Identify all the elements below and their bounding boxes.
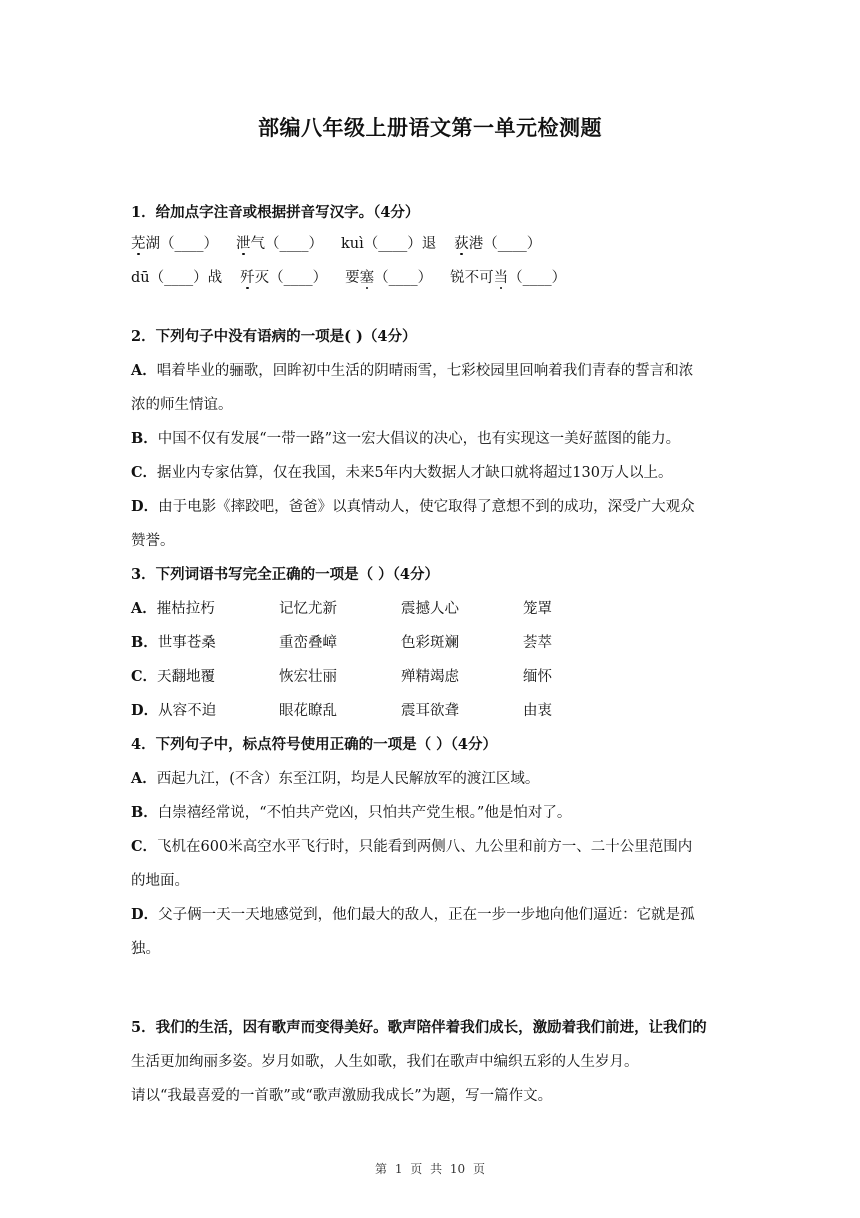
dotted-char: 当	[493, 270, 509, 286]
q3-option-d: D．从容不迫 眼花瞭乱 震耳欲聋 由衷	[131, 702, 552, 719]
q2-option-c: C．据业内专家估算，仅在我国，未来5年内大数据人才缺口就将超过130万人以上。	[131, 464, 673, 481]
q4-stem: 4．下列句子中，标点符号使用正确的一项是（ ）（4分）	[131, 736, 497, 753]
dotted-char: 荻	[454, 236, 469, 252]
q1-row1: 芜湖（____） 泄气（____） kuì（____）退 荻港（____）	[131, 236, 542, 252]
q5-prompt-cont: 生活更加绚丽多姿。岁月如歌，人生如歌，我们在歌声中编织五彩的人生岁月。	[131, 1054, 639, 1070]
page-footer: 第 1 页 共 10 页	[375, 1162, 485, 1176]
q4-option-a: A．西起九江，(不含）东至江阴，均是人民解放军的渡江区域。	[131, 770, 540, 787]
q2-option-d: D．由于电影《摔跤吧，爸爸》以真情动人，使它取得了意想不到的成功，深受广大观众	[131, 498, 695, 515]
q3-option-a: A．摧枯拉朽 记忆尤新 震撼人心 笼罩	[131, 600, 552, 617]
dotted-char: 泄	[236, 236, 251, 252]
q4-option-c-cont: 的地面。	[131, 873, 189, 889]
q4-option-d: D．父子俩一天一天地感觉到，他们最大的敌人，正在一步一步地向他们逼近：它就是孤	[131, 906, 695, 923]
dotted-char: 芜	[131, 236, 146, 252]
q1-stem: 1．给加点字注音或根据拼音写汉字。（4分）	[131, 204, 420, 221]
q2-option-d-cont: 赞誉。	[131, 533, 175, 549]
dotted-char: 歼	[240, 270, 255, 286]
page-title: 部编八年级上册语文第一单元检测题	[258, 116, 602, 140]
q4-option-b: B．白崇禧经常说，“不怕共产党凶，只怕共产党生根。”他是怕对了。	[131, 804, 572, 821]
q2-option-a: A．唱着毕业的骊歌，回眸初中生活的阴晴雨雪，七彩校园里回响着我们青春的誓言和浓	[131, 362, 694, 379]
q5-instruction: 请以“我最喜爱的一首歌”或“歌声激励我成长”为题，写一篇作文。	[131, 1088, 553, 1104]
q3-option-b: B．世事苍桑 重峦叠嶂 色彩斑斓 荟萃	[131, 634, 552, 651]
q3-stem: 3．下列词语书写完全正确的一项是（ ）（4分）	[131, 566, 439, 583]
q4-option-d-cont: 独。	[131, 941, 160, 957]
q2-option-b: B．中国不仅有发展“一带一路”这一宏大倡议的决心，也有实现这一美好蓝图的能力。	[131, 430, 681, 447]
q2-option-a-cont: 浓的师生情谊。	[131, 397, 233, 413]
q4-option-c: C．飞机在600米高空水平飞行时，只能看到两侧八、九公里和前方一、二十公里范围内	[131, 838, 693, 855]
q2-stem: 2．下列句子中没有语病的一项是( )（4分）	[131, 328, 417, 345]
q3-option-c: C．天翻地覆 恢宏壮丽 殚精竭虑 缅怀	[131, 668, 552, 685]
dotted-char: 塞	[359, 270, 375, 286]
q5-prompt: 5．我们的生活，因有歌声而变得美好。歌声陪伴着我们成长，激励着我们前进，让我们的	[131, 1019, 707, 1036]
q1-row2: dū（____）战 歼灭（____） 要塞（____） 锐不可当（____）	[131, 270, 567, 286]
